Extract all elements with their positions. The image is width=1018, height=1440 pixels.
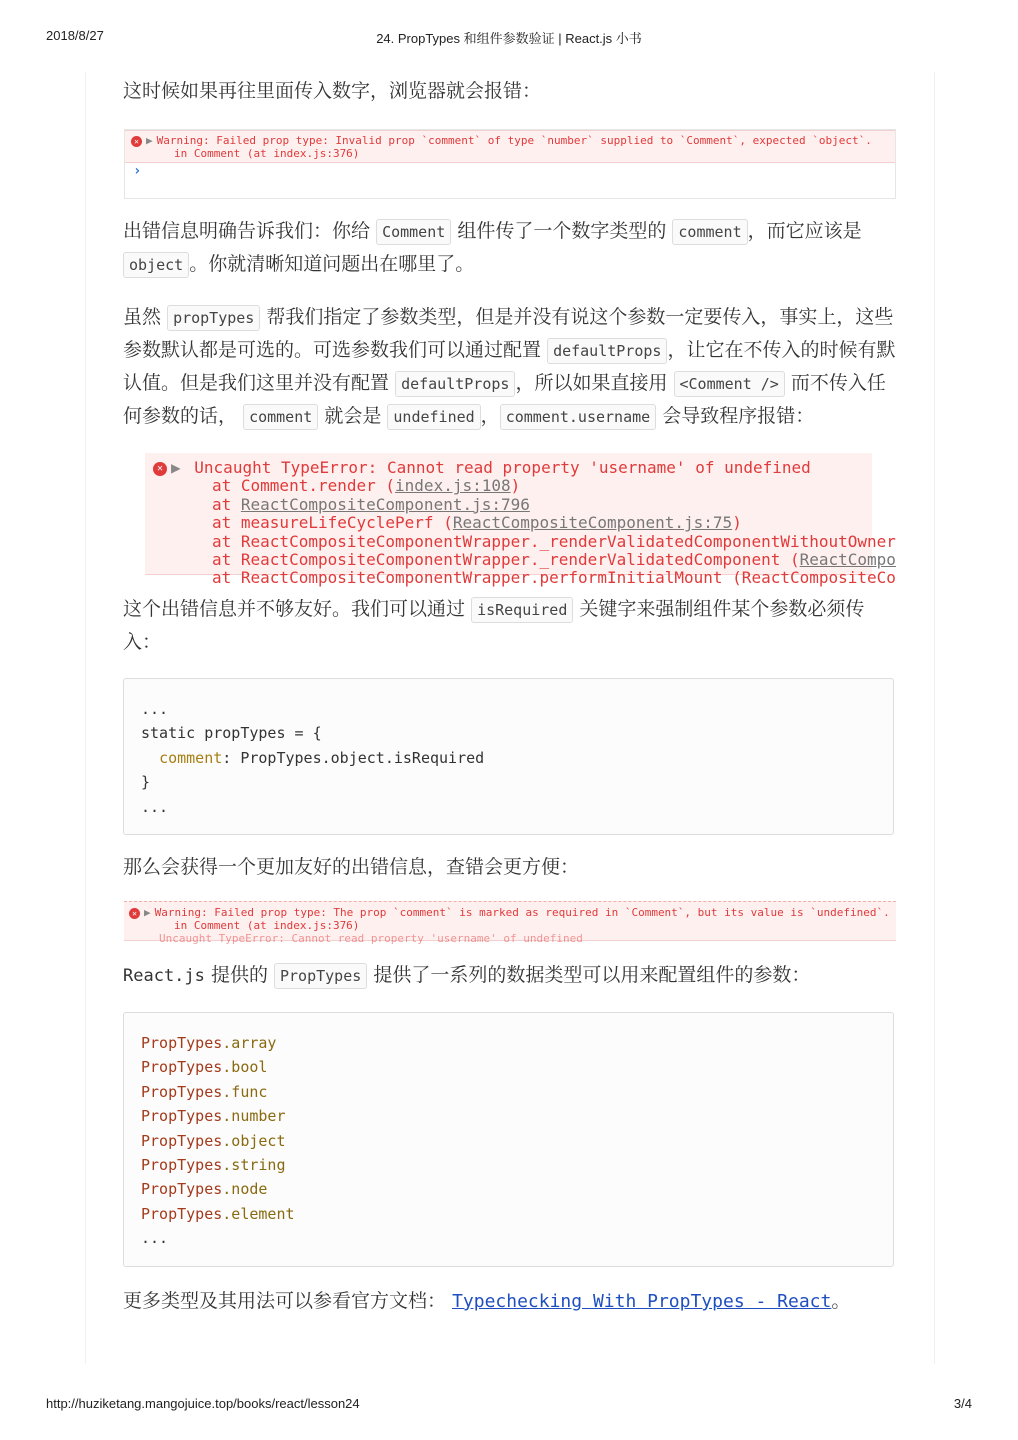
stack-text: at ReactCompositeComponentWrapper._renderValidatedComponent ( <box>212 550 800 570</box>
code-block-isrequired <box>123 678 894 835</box>
code-line <box>141 1080 876 1104</box>
stack-text: at Comment.render ( <box>212 476 396 496</box>
code-line <box>141 1129 876 1153</box>
expand-triangle-icon[interactable]: ▶ <box>146 134 153 147</box>
console-cut-line: Uncaught TypeError: Cannot read property 'username' of undefined <box>159 932 583 945</box>
paragraph-5: 那么会获得一个更加友好的出错信息，查错会更方便： <box>123 856 580 878</box>
console-warning-location: in Comment (at index.js:376) <box>174 147 360 160</box>
print-page-number: 3/4 <box>953 1396 972 1411</box>
inline-code: object <box>123 252 189 278</box>
console-warning-text: Warning: Failed prop type: The prop `comment` is marked as required in `Comment`, but its value is `undefined`. <box>154 906 890 919</box>
stack-link[interactable]: ReactCompositeComponent.js:75 <box>452 513 733 533</box>
stack-frame <box>153 477 872 495</box>
inline-code: defaultProps <box>395 371 515 397</box>
stack-frame <box>153 550 896 570</box>
code-property: .object <box>222 1131 286 1150</box>
inline-code: isRequired <box>471 597 573 623</box>
proptypes-docs-link[interactable]: Typechecking With PropTypes - React <box>452 1291 832 1312</box>
code-line: ... <box>141 797 169 816</box>
inline-code: <Comment /> <box>674 371 785 397</box>
text-span: 虽然 <box>123 306 162 328</box>
stack-link[interactable]: ReactCompositeComponent.js:796 <box>240 494 530 514</box>
stack-frame: at ReactCompositeComponentWrapper._renderValidatedComponentWithoutOwner <box>212 531 896 551</box>
console-error-message: Uncaught TypeError: Cannot read property 'username' of undefined <box>194 458 811 477</box>
code-key: comment <box>159 748 223 767</box>
console-warning-invalid-type <box>124 129 896 199</box>
code-object: PropTypes <box>141 1180 223 1199</box>
text-span: ， <box>480 405 500 427</box>
code-line <box>141 1202 876 1226</box>
paragraph-7 <box>123 1285 898 1318</box>
code-property: .array <box>222 1034 277 1052</box>
print-header <box>0 28 1018 48</box>
code-text: : PropTypes.object.isRequired <box>222 748 485 767</box>
code-property: .func <box>222 1082 268 1101</box>
stack-text: at <box>212 494 241 514</box>
code-property: .element <box>222 1204 295 1223</box>
x-circle-icon: ✕ <box>153 462 167 476</box>
article-body <box>123 72 898 1318</box>
code-property: .node <box>222 1180 268 1199</box>
console-uncaught-typeerror <box>145 453 896 588</box>
stack-link[interactable]: ReactCompo <box>799 550 896 570</box>
code-line <box>141 1153 876 1177</box>
code-line <box>141 746 876 770</box>
code-line <box>141 1177 876 1201</box>
code-object: PropTypes <box>141 1155 223 1174</box>
stack-text: ) <box>510 476 521 496</box>
stack-frame <box>153 496 872 514</box>
text-span: React.js <box>123 966 205 986</box>
text-span: ，让它在不传入的时候有默认值。但是我们这里并没有配置 <box>123 339 896 394</box>
code-line <box>141 1104 876 1128</box>
inline-code: comment.username <box>500 404 657 430</box>
inline-code: PropTypes <box>274 963 367 989</box>
console-warning-location: in Comment (at index.js:376) <box>174 919 360 932</box>
text-span: ，而它应该是 <box>747 220 862 242</box>
text-span: 关键字来强制组件某个参数必须传入： <box>123 598 865 653</box>
text-span: 。你就清晰知道问题出在哪里了。 <box>189 253 475 275</box>
console-warning-text: Warning: Failed prop type: Invalid prop `comment` of type `number` supplied to `Comment`, expected `object`. <box>156 134 872 147</box>
code-object: PropTypes <box>141 1204 223 1223</box>
text-span: 提供了一系列的数据类型可以用来配置组件的参数： <box>373 964 811 986</box>
code-line: ... <box>141 1229 169 1248</box>
print-url: http://huziketang.mangojuice.top/books/react/lesson24 <box>46 1396 360 1411</box>
code-object: PropTypes <box>141 1131 223 1150</box>
code-line: ... <box>141 700 169 718</box>
text-span: 更多类型及其用法可以参看官方文档： <box>123 1290 447 1312</box>
code-object: PropTypes <box>141 1034 223 1052</box>
text-span: 而不传入任何参数的话， <box>123 372 886 427</box>
expand-triangle-icon[interactable]: ▶ <box>171 458 181 477</box>
inline-code: propTypes <box>167 305 260 331</box>
stack-link[interactable]: index.js:108 <box>395 476 511 496</box>
code-object: PropTypes <box>141 1082 223 1101</box>
code-line: } <box>141 773 151 792</box>
text-span: 帮我们指定了参数类型，但是并没有说这个参数一定要传入，事实上，这些参数默认都是可选的。可选参数我们可以通过配置 <box>123 306 894 361</box>
text-span: 出错信息明确告诉我们：你给 <box>123 220 371 242</box>
inline-code: Comment <box>376 219 451 245</box>
x-circle-icon: ✕ <box>129 908 140 919</box>
text-span: 就会是 <box>324 405 382 427</box>
text-span: 组件传了一个数字类型的 <box>457 220 667 242</box>
inline-code: defaultProps <box>547 338 667 364</box>
text-span: ，所以如果直接用 <box>515 372 668 394</box>
code-line: static propTypes = { <box>141 724 322 743</box>
code-object: PropTypes <box>141 1107 223 1126</box>
code-property: .string <box>222 1155 286 1174</box>
console-warning-required <box>124 901 896 945</box>
paragraph-3 <box>123 301 898 433</box>
text-span: 提供的 <box>210 964 268 986</box>
print-footer <box>0 1396 1018 1416</box>
code-property: .bool <box>222 1058 268 1077</box>
console-prompt[interactable]: › <box>133 163 142 179</box>
print-date: 2018/8/27 <box>46 28 104 43</box>
code-property: .number <box>222 1107 286 1126</box>
print-title: 24. PropTypes 和组件参数验证 | React.js 小书 <box>376 31 642 46</box>
inline-code: comment <box>672 219 747 245</box>
text-span: 这个出错信息并不够友好。我们可以通过 <box>123 598 466 620</box>
paragraph-4 <box>123 593 898 658</box>
stack-frame <box>153 514 872 532</box>
paragraph-2 <box>123 215 898 281</box>
code-line <box>141 1055 876 1079</box>
paragraph-6 <box>123 959 898 992</box>
code-object: PropTypes <box>141 1058 223 1077</box>
stack-frame-cut: at ReactCompositeComponentWrapper.performInitialMount (ReactCompositeCo <box>212 568 896 588</box>
inline-code: comment <box>243 404 318 430</box>
inline-code: undefined <box>387 404 480 430</box>
text-span: 会导致程序报错： <box>662 405 815 427</box>
code-block-proptypes-list <box>123 1012 894 1267</box>
text-span: 。 <box>831 1290 851 1312</box>
code-line <box>141 1031 876 1055</box>
stack-text: at measureLifeCyclePerf ( <box>212 513 453 533</box>
console-error-row <box>125 130 895 163</box>
stack-text: ) <box>732 513 742 533</box>
x-circle-icon: ✕ <box>131 136 142 147</box>
paragraph-1: 这时候如果再往里面传入数字，浏览器就会报错： <box>123 80 542 102</box>
expand-triangle-icon[interactable]: ▶ <box>144 906 151 919</box>
